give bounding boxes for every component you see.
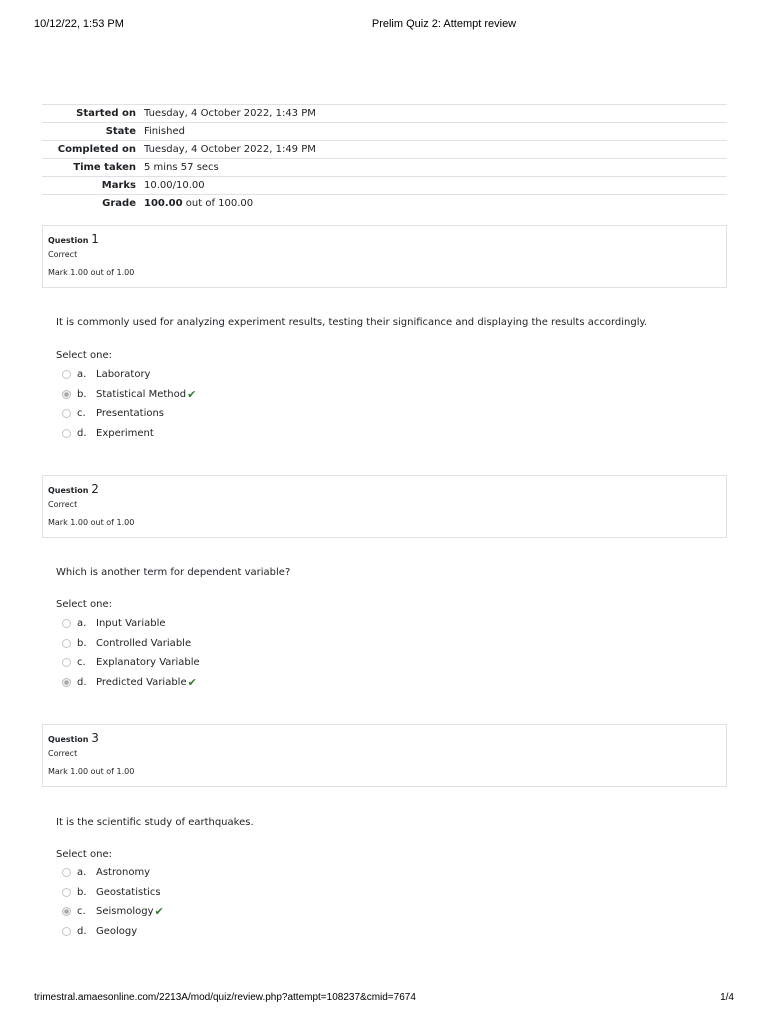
summary-value: Tuesday, 4 October 2022, 1:43 PM: [144, 108, 316, 119]
option-text: Presentations: [96, 408, 165, 420]
option-text: Astronomy: [96, 867, 151, 879]
summary-value: [144, 195, 727, 213]
answer-option[interactable]: [62, 653, 362, 673]
option-text: Statistical Method: [96, 388, 187, 400]
answer-prompt: Select one:: [56, 350, 113, 361]
question-info-1: [42, 225, 727, 288]
question-number-value: 2: [91, 482, 99, 496]
radio-button-checked[interactable]: [62, 907, 71, 916]
summary-row-started: [42, 105, 727, 123]
answer-option[interactable]: [62, 614, 362, 634]
summary-value: Finished: [144, 126, 185, 137]
option-text: Geostatistics: [96, 886, 161, 898]
radio-button[interactable]: [62, 868, 71, 877]
question-grade: Mark 1.00 out of 1.00: [48, 518, 135, 527]
option-letter: b.: [77, 388, 87, 400]
question-text: Which is another term for dependent variable?: [56, 567, 291, 578]
option-letter: c.: [77, 408, 86, 420]
option-text: Predicted Variable: [96, 676, 187, 688]
attempt-summary-table: [42, 104, 727, 213]
radio-button[interactable]: [62, 639, 71, 648]
question-number: [48, 482, 721, 496]
summary-label: State: [105, 126, 136, 137]
option-letter: d.: [77, 925, 87, 937]
question-state: Correct: [48, 500, 78, 509]
question-number: [48, 232, 721, 246]
option-letter: b.: [77, 637, 87, 649]
summary-label: Grade: [102, 198, 136, 210]
answer-options: [62, 863, 362, 941]
option-letter: c.: [77, 657, 86, 669]
print-title: Prelim Quiz 2: Attempt review: [371, 18, 517, 30]
question-number-value: 1: [91, 232, 99, 246]
option-text: Laboratory: [96, 369, 151, 381]
radio-button[interactable]: [62, 409, 71, 418]
check-icon: ✔: [154, 905, 164, 919]
print-datetime: 10/12/22, 1:53 PM: [34, 18, 124, 30]
question-grade: Mark 1.00 out of 1.00: [48, 268, 135, 277]
radio-button[interactable]: [62, 429, 71, 438]
grade-total: out of 100.00: [182, 198, 254, 210]
answer-options: [62, 365, 362, 443]
question-number: [48, 731, 721, 745]
option-letter: a.: [77, 867, 87, 879]
print-page-number: 1/4: [720, 992, 734, 1003]
radio-button-checked[interactable]: [62, 390, 71, 399]
summary-label: Time taken: [73, 162, 136, 173]
summary-row-grade: [42, 195, 727, 213]
option-text: Experiment: [96, 427, 154, 439]
answer-option-selected[interactable]: [62, 385, 362, 405]
radio-button-checked[interactable]: [62, 678, 71, 687]
option-text: Explanatory Variable: [96, 657, 200, 669]
summary-row-time-taken: [42, 159, 727, 177]
summary-value: 5 mins 57 secs: [144, 162, 219, 173]
radio-button[interactable]: [62, 619, 71, 628]
question-info-2: [42, 475, 727, 538]
answer-option-selected[interactable]: [62, 902, 362, 922]
summary-row-marks: [42, 177, 727, 195]
answer-prompt: Select one:: [56, 599, 113, 610]
radio-button[interactable]: [62, 370, 71, 379]
answer-option[interactable]: [62, 365, 362, 385]
check-icon: ✔: [187, 675, 197, 689]
question-label: Question: [48, 735, 89, 744]
question-state: Correct: [48, 749, 78, 758]
answer-option[interactable]: [62, 404, 362, 424]
print-url: trimestral.amaesonline.com/2213A/mod/quiz/review.php?attempt=108237&cmid=7674: [34, 992, 416, 1003]
answer-option[interactable]: [62, 883, 362, 903]
summary-label: Marks: [101, 180, 136, 191]
grade-score: 100.00: [144, 198, 183, 210]
option-text: Controlled Variable: [96, 637, 192, 649]
question-state: Correct: [48, 250, 78, 259]
summary-value: 10.00/10.00: [144, 180, 205, 191]
summary-label: Completed on: [57, 144, 136, 155]
question-text: It is commonly used for analyzing experiment results, testing their significance and displaying the results accordingly.: [56, 317, 648, 328]
question-label: Question: [48, 486, 89, 495]
question-info-3: [42, 724, 727, 787]
question-label: Question: [48, 236, 89, 245]
question-text: It is the scientific study of earthquakes.: [56, 817, 254, 828]
check-icon: ✔: [187, 387, 197, 401]
answer-option[interactable]: [62, 634, 362, 654]
answer-prompt: Select one:: [56, 849, 113, 860]
summary-label: Started on: [76, 108, 136, 119]
option-letter: a.: [77, 369, 87, 381]
question-grade: Mark 1.00 out of 1.00: [48, 767, 135, 776]
answer-option[interactable]: [62, 863, 362, 883]
option-letter: b.: [77, 886, 87, 898]
radio-button[interactable]: [62, 927, 71, 936]
option-letter: d.: [77, 427, 87, 439]
print-footer: [34, 992, 734, 1006]
answer-option[interactable]: [62, 424, 362, 444]
option-letter: a.: [77, 618, 87, 630]
option-letter: c.: [77, 906, 86, 918]
print-header: [34, 18, 734, 32]
summary-value: Tuesday, 4 October 2022, 1:49 PM: [144, 144, 316, 155]
summary-row-state: [42, 123, 727, 141]
radio-button[interactable]: [62, 888, 71, 897]
question-number-value: 3: [91, 731, 99, 745]
radio-button[interactable]: [62, 658, 71, 667]
answer-option[interactable]: [62, 922, 362, 942]
option-text: Input Variable: [96, 618, 166, 630]
option-text: Seismology: [96, 906, 154, 918]
summary-row-completed: [42, 141, 727, 159]
answer-options: [62, 614, 362, 692]
option-letter: d.: [77, 676, 87, 688]
answer-option-selected[interactable]: [62, 673, 362, 693]
option-text: Geology: [96, 925, 138, 937]
